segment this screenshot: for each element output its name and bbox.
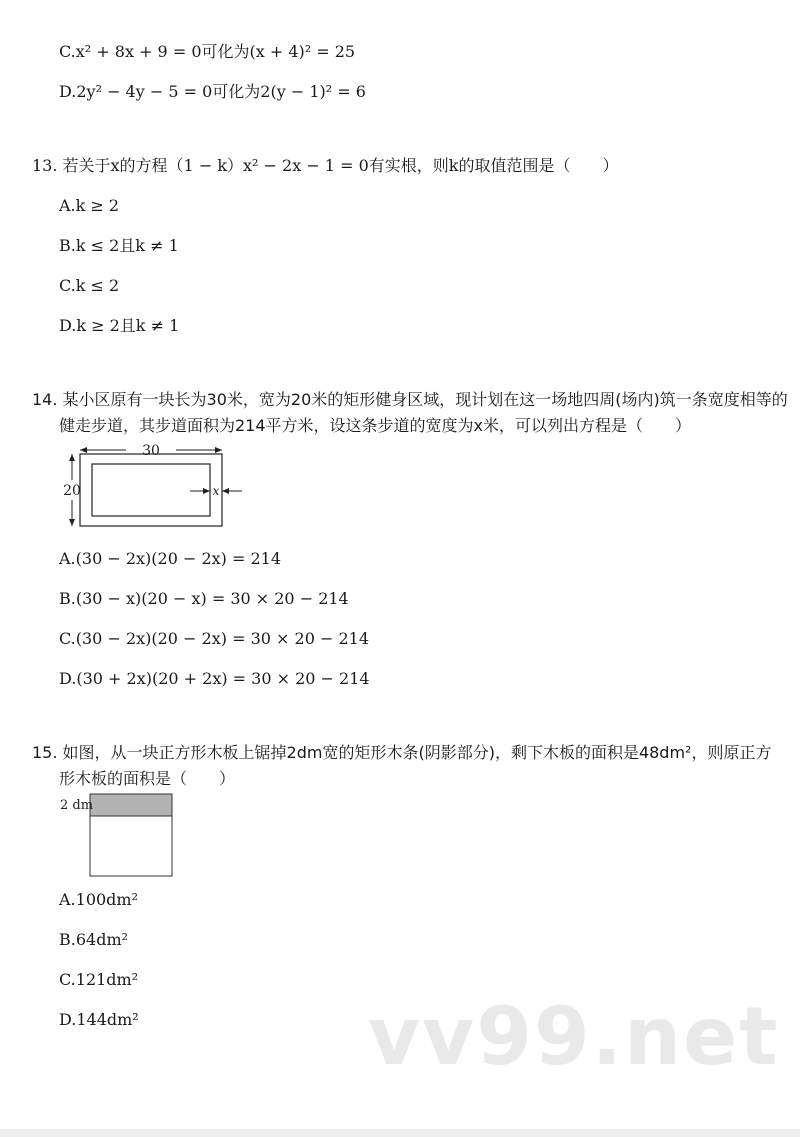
bottom-divider <box>0 1129 800 1137</box>
q15-board-figure <box>58 790 180 880</box>
q12-option-c[interactable]: C.x² + 8x + 9 = 0可化为(x + 4)² = 25 <box>59 42 356 61</box>
q14-stem-line1: 14. 某小区原有一块长为30米，宽为20米的矩形健身区域，现计划在这一场地四周(场内)筑一条宽度相等的 <box>32 390 788 409</box>
q15-option-a[interactable]: A.100dm² <box>59 890 139 909</box>
q14-option-b[interactable]: B.(30 − x)(20 − x) = 30 × 20 − 214 <box>59 589 349 608</box>
q13-option-a[interactable]: A.k ≥ 2 <box>59 196 120 215</box>
q14-option-d[interactable]: D.(30 + 2x)(20 + 2x) = 30 × 20 − 214 <box>59 669 370 688</box>
length-label: 30 <box>142 443 160 459</box>
q15-option-b[interactable]: B.64dm² <box>59 930 129 949</box>
x-label: x <box>212 484 220 498</box>
strip-width-label: 2 dm <box>60 798 94 813</box>
q15-option-c[interactable]: C.121dm² <box>59 970 139 989</box>
watermark-text: vv99.net <box>368 990 780 1083</box>
q13-stem: 13. 若关于x的方程（1 − k）x² − 2x − 1 = 0有实根，则k的取值范围是（ ） <box>32 156 619 175</box>
q15-stem-line1: 15. 如图，从一块正方形木板上锯掉2dm宽的矩形木条(阴影部分)，剩下木板的面积是48dm²，则原正方 <box>32 743 772 762</box>
q14-option-a[interactable]: A.(30 − 2x)(20 − 2x) = 214 <box>59 549 282 568</box>
q13-option-d[interactable]: D.k ≥ 2且k ≠ 1 <box>59 316 180 335</box>
q13-option-c[interactable]: C.k ≤ 2 <box>59 276 120 295</box>
q14-stem-line2: 健走步道，其步道面积为214平方米，设这条步道的宽度为x米，可以列出方程是（ ） <box>59 416 692 435</box>
q13-option-b[interactable]: B.k ≤ 2且k ≠ 1 <box>59 236 179 255</box>
inner-rectangle <box>92 464 210 516</box>
shaded-strip <box>90 794 172 816</box>
q15-stem-line2: 形木板的面积是（ ） <box>59 769 236 788</box>
q14-walkway-figure <box>58 436 248 534</box>
q12-option-d[interactable]: D.2y² − 4y − 5 = 0可化为2(y − 1)² = 6 <box>59 82 366 101</box>
outer-rectangle <box>80 454 222 526</box>
q15-option-d[interactable]: D.144dm² <box>59 1010 139 1029</box>
width-label: 20 <box>63 483 81 499</box>
q14-option-c[interactable]: C.(30 − 2x)(20 − 2x) = 30 × 20 − 214 <box>59 629 369 648</box>
